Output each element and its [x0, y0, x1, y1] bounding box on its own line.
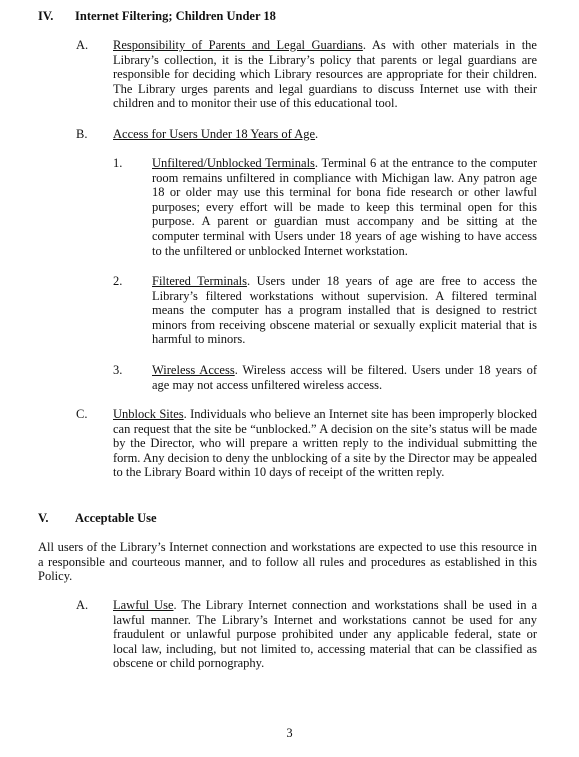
section-iv-b-item-3-title: Wireless Access [152, 363, 235, 377]
section-iv-b-item-1-text: . Terminal 6 at the entrance to the computer room remains unfiltered in compliance with Michigan law. Any patron age 18 or older may use this terminal for bona fide research or other lawful purposes; every effort will be made to keep this terminal open for this purpose. A parent or guardian must accompany and be sitting at the computer terminal with Users under 18 years of age wishing to have access to the unfiltered or unblocked Internet workstation. [152, 156, 537, 258]
section-iv-a-label: A. [76, 38, 89, 52]
section-iv-b-suffix: . [315, 127, 319, 141]
section-iv-b-item-3-label: 3. [113, 363, 123, 377]
page-number: 3 [286, 726, 293, 740]
section-iv-b-item-2-title: Filtered Terminals [152, 274, 247, 288]
section-iv-b-item-1-paragraph [152, 156, 537, 258]
section-iv-c-paragraph [113, 407, 537, 480]
section-iv-b-item-3-paragraph [152, 363, 537, 392]
section-iv-a-paragraph [113, 38, 537, 111]
section-v-a-text: . The Library Internet connection and workstations shall be used in a lawful manner. The Library’s Internet and workstations cannot be used for any fraudulent or unlawful purpose prohibited under any applicable federal, state or local law, including, but not limited to, accessing material that can be classified as obscene or child pornography. [113, 598, 538, 671]
section-iv-b-title: Access for Users Under 18 Years of Age [113, 127, 316, 141]
section-iv-a-text: . As with other materials in the Library’s collection, it is the Library’s policy that parents or legal guardians are responsible for deciding which Library resources are appropriate for their children. The Library urges parents and legal guardians to discuss Internet use with their children and to monitor their use of this educational tool. [113, 38, 537, 111]
section-iv-b-item-2-text: . Users under 18 years of age are free to access the Library’s filtered workstations without supervision. A filtered terminal means the computer has a program installed that is designed to restrict minors from receiving obscene material or sexually explicit material that is harmful to minors. [152, 274, 537, 347]
section-iv-title: Internet Filtering; Children Under 18 [75, 9, 276, 23]
section-iv-b-label: B. [76, 127, 88, 141]
section-iv-b-item-1-label: 1. [113, 156, 123, 170]
section-v-intro: All users of the Library’s Internet connection and workstations are expected to use this resource in a responsible and courteous manner, and to follow all rules and procedures as established in this Policy. [38, 540, 537, 584]
section-iv-b-item-2-paragraph [152, 274, 537, 347]
section-v-a-paragraph [113, 598, 537, 671]
section-iv-b-item-1-title: Unfiltered/Unblocked Terminals [152, 156, 315, 170]
section-v-title: Acceptable Use [75, 511, 157, 525]
section-iv-c-title: Unblock Sites [113, 407, 184, 421]
section-iv-b-item-3-text: . Wireless access will be filtered. Users under 18 years of age may not access unfiltered wireless access. [152, 363, 537, 392]
section-v-heading [38, 511, 157, 526]
section-iv-a-title: Responsibility of Parents and Legal Guardians [113, 38, 363, 52]
section-v-a-label: A. [76, 598, 89, 612]
section-iv-b-item-2-label: 2. [113, 274, 123, 288]
section-iv-c-text: . Individuals who believe an Internet site has been improperly blocked can request that the site be “unblocked.” A decision on the site’s status will be made by the Director, who will prepare a written reply to the individual submitting the form. Any decision to deny the unblocking of a site by the Director may be appealed to the Library Board within 10 days of receipt of the written reply. [113, 407, 537, 480]
section-iv-number: IV. [38, 9, 54, 23]
section-v-a-title: Lawful Use [113, 598, 174, 612]
section-iv-c-label: C. [76, 407, 88, 421]
section-iv-heading [38, 9, 276, 24]
section-iv-b-heading [113, 127, 537, 142]
section-v-number: V. [38, 511, 49, 525]
